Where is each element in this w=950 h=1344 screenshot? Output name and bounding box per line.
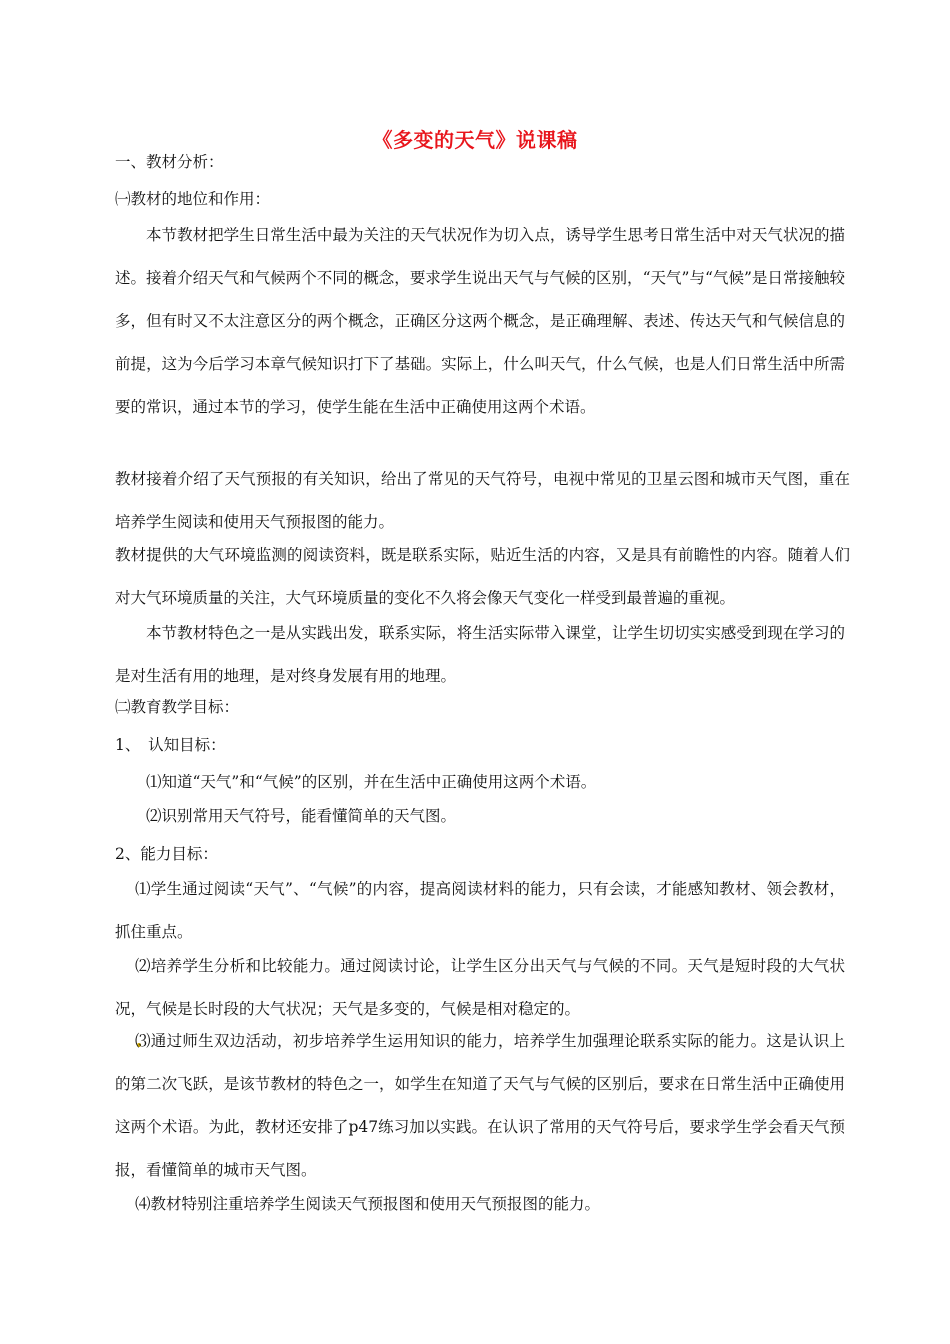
section-heading-textbook-analysis: 一、教材分析： [115, 153, 224, 171]
paragraph-role-3: 教材提供的大气环境监测的阅读资料，既是联系实际，贴近生活的内容，又是具有前瞻性的内容。随着人们对大气环境质量的关注，大气环境质量的变化不久将会像天气变化一样受到最普遍的重视。 [115, 546, 850, 607]
goal-cognitive-item-2: ⑵识别常用天气符号，能看懂简单的天气图。 [146, 807, 457, 825]
goal-ability-item-4: ⑷教材特别注重培养学生阅读天气预报图和使用天气预报图的能力。 [135, 1195, 601, 1213]
goal-ability-item-2: ⑵培养学生分析和比较能力。通过阅读讨论，让学生区分出天气与气候的不同。天气是短时段的大气状况，气候是长时段的大气状况；天气是多变的，气候是相对稳定的。 [115, 957, 845, 1018]
subsection-heading-goals: ㈡教育教学目标： [115, 698, 240, 716]
goal-heading-cognitive: 1、 认知目标： [115, 736, 226, 754]
paragraph-role-1: 本节教材把学生日常生活中最为关注的天气状况作为切入点，诱导学生思考日常生活中对天气状况的描述。接着介绍天气和气候两个不同的概念，要求学生说出天气与气候的区别，“天气”与“气候”是日常接触较多，但有时又不太注意区分的两个概念，正确区分这两个概念，是正确理解、表述、传达天气和气候信息的前提，这为今后学习本章气候知识打下了基础。实际上，什么叫天气，什么气候，也是人们日常生活中所需要的常识，通过本节的学习，使学生能在生活中正确使用这两个术语。 [115, 226, 845, 416]
document-title: 《多变的天气》说课稿 [372, 128, 578, 152]
paragraph-role-2: 教材接着介绍了天气预报的有关知识，给出了常见的天气符号，电视中常见的卫星云图和城市天气图，重在培养学生阅读和使用天气预报图的能力。 [115, 470, 850, 531]
goal-heading-ability: 2、能力目标： [115, 845, 218, 863]
goal-ability-item-1: ⑴学生通过阅读“天气”、“气候”的内容，提高阅读材料的能力，只有会读，才能感知教材、领会教材，抓住重点。 [115, 880, 845, 941]
subsection-heading-role: ㈠教材的地位和作用： [115, 190, 271, 208]
goal-ability-item-3: ⑶通过师生双边活动，初步培养学生运用知识的能力，培养学生加强理论联系实际的能力。这是认识上的第二次飞跃，是该节教材的特色之一，如学生在知道了天气与气候的区别后，要求在日常生活中正确使用这两个术语。为此，教材还安排了p47练习加以实践。在认识了常用的天气符号后，要求学生学会看天气预报，看懂简单的城市天气图。 [115, 1032, 845, 1179]
paragraph-role-4: 本节教材特色之一是从实践出发，联系实际，将生活实际带入课堂，让学生切切实实感受到现在学习的是对生活有用的地理，是对终身发展有用的地理。 [115, 624, 845, 685]
goal-cognitive-item-1: ⑴知道“天气”和“气候”的区别，并在生活中正确使用这两个术语。 [146, 773, 597, 791]
